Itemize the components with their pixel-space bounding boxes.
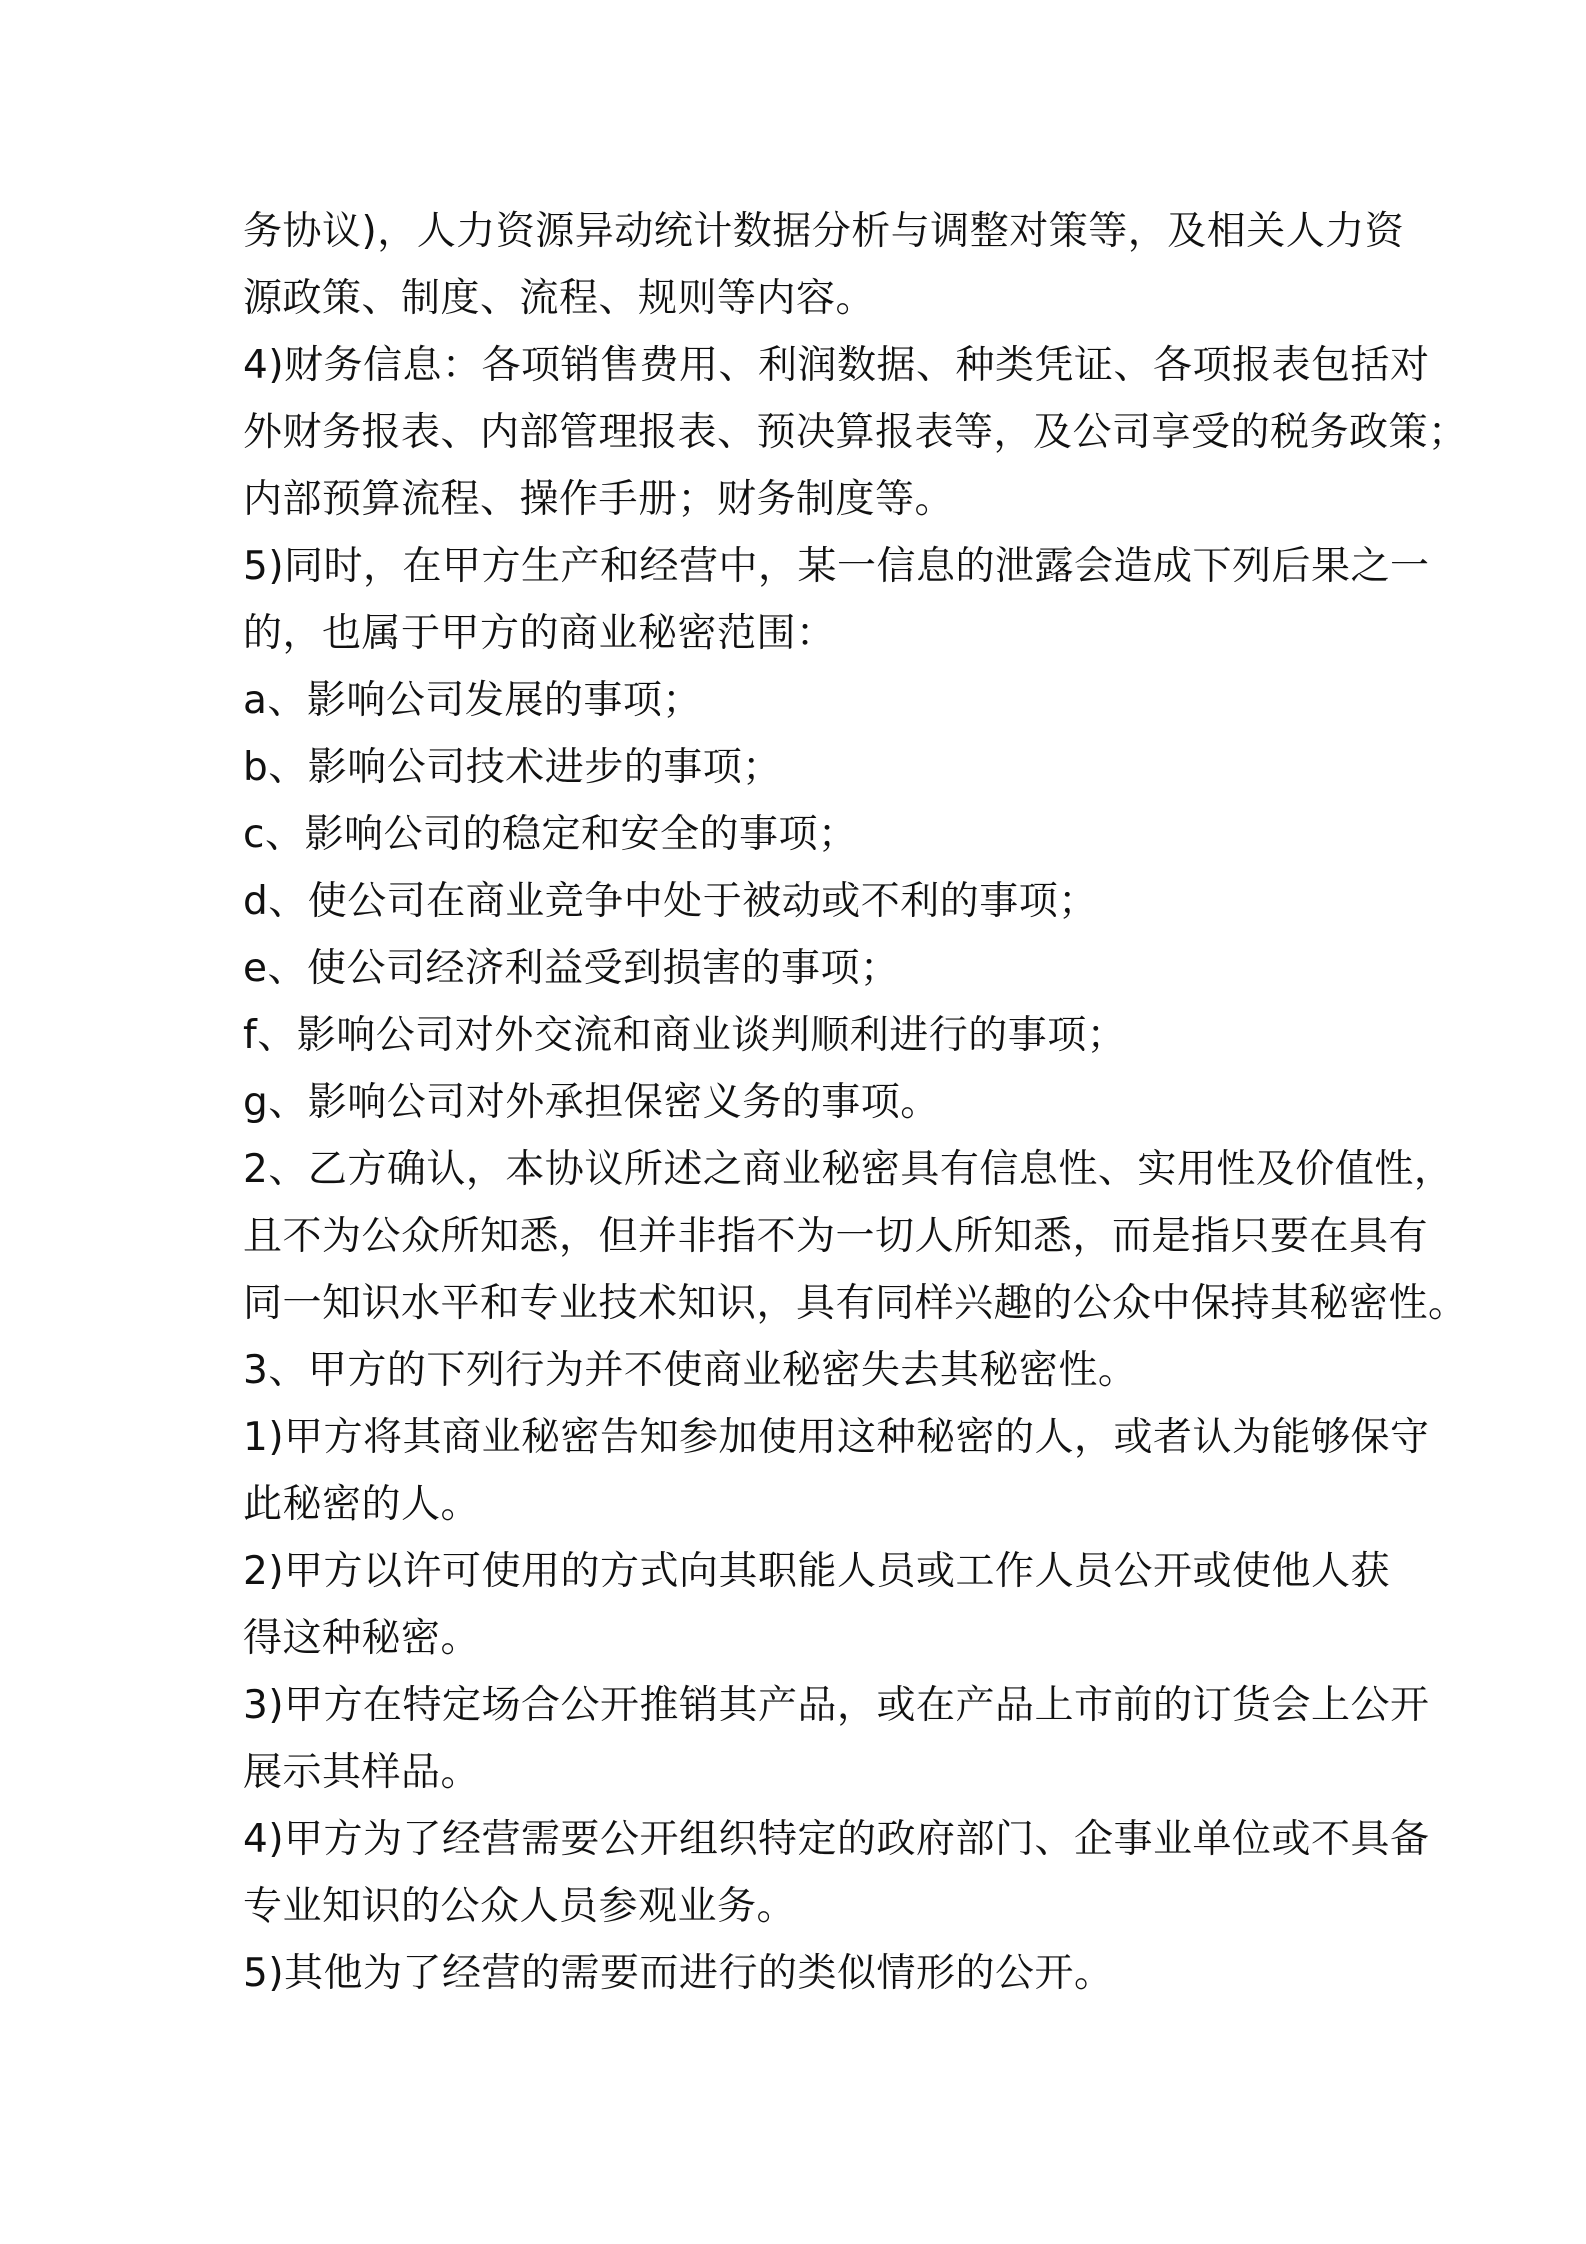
text-line: 1)甲方将其商业秘密告知参加使用这种秘密的人，或者认为能够保守 [243, 1415, 1430, 1460]
text-line: b、影响公司技术进步的事项； [243, 745, 782, 790]
text-line: 务协议)，人力资源异动统计数据分析与调整对策等，及相关人力资 [243, 209, 1405, 254]
text-line: 源政策、制度、流程、规则等内容。 [243, 276, 876, 321]
text-line: 5)同时，在甲方生产和经营中，某一信息的泄露会造成下列后果之一 [243, 544, 1430, 589]
text-line: 2)甲方以许可使用的方式向其职能人员或工作人员公开或使他人获 [243, 1549, 1391, 1594]
text-line: 3)甲方在特定场合公开推销其产品，或在产品上市前的订货会上公开 [243, 1683, 1430, 1728]
text-line: 4)财务信息：各项销售费用、利润数据、种类凭证、各项报表包括对 [243, 343, 1430, 388]
text-line: 同一知识水平和专业技术知识，具有同样兴趣的公众中保持其秘密性。 [243, 1281, 1468, 1326]
text-line: 外财务报表、内部管理报表、预决算报表等，及公司享受的税务政策； [243, 410, 1468, 455]
text-line: 3、甲方的下列行为并不使商业秘密失去其秘密性。 [243, 1348, 1138, 1393]
text-line: g、影响公司对外承担保密义务的事项。 [243, 1080, 940, 1125]
text-line: 展示其样品。 [243, 1750, 481, 1795]
text-line: 的，也属于甲方的商业秘密范围： [243, 611, 836, 656]
text-line: 得这种秘密。 [243, 1616, 481, 1661]
text-line: 2、乙方确认，本协议所述之商业秘密具有信息性、实用性及价值性， [243, 1147, 1454, 1192]
text-line: 此秘密的人。 [243, 1482, 481, 1527]
text-line: 4)甲方为了经营需要公开组织特定的政府部门、企事业单位或不具备 [243, 1817, 1430, 1862]
document-body [243, 198, 1468, 2007]
text-line: c、影响公司的稳定和安全的事项； [243, 812, 858, 857]
text-line: 5)其他为了经营的需要而进行的类似情形的公开。 [243, 1951, 1114, 1996]
text-line: 专业知识的公众人员参观业务。 [243, 1884, 797, 1929]
text-line: 内部预算流程、操作手册；财务制度等。 [243, 477, 955, 522]
text-line: d、使公司在商业竞争中处于被动或不利的事项； [243, 879, 1098, 924]
text-line: e、使公司经济利益受到损害的事项； [243, 946, 900, 991]
text-line: f、影响公司对外交流和商业谈判顺利进行的事项； [243, 1013, 1127, 1058]
text-line: a、影响公司发展的事项； [243, 678, 702, 723]
text-line: 且不为公众所知悉，但并非指不为一切人所知悉，而是指只要在具有 [243, 1214, 1429, 1259]
